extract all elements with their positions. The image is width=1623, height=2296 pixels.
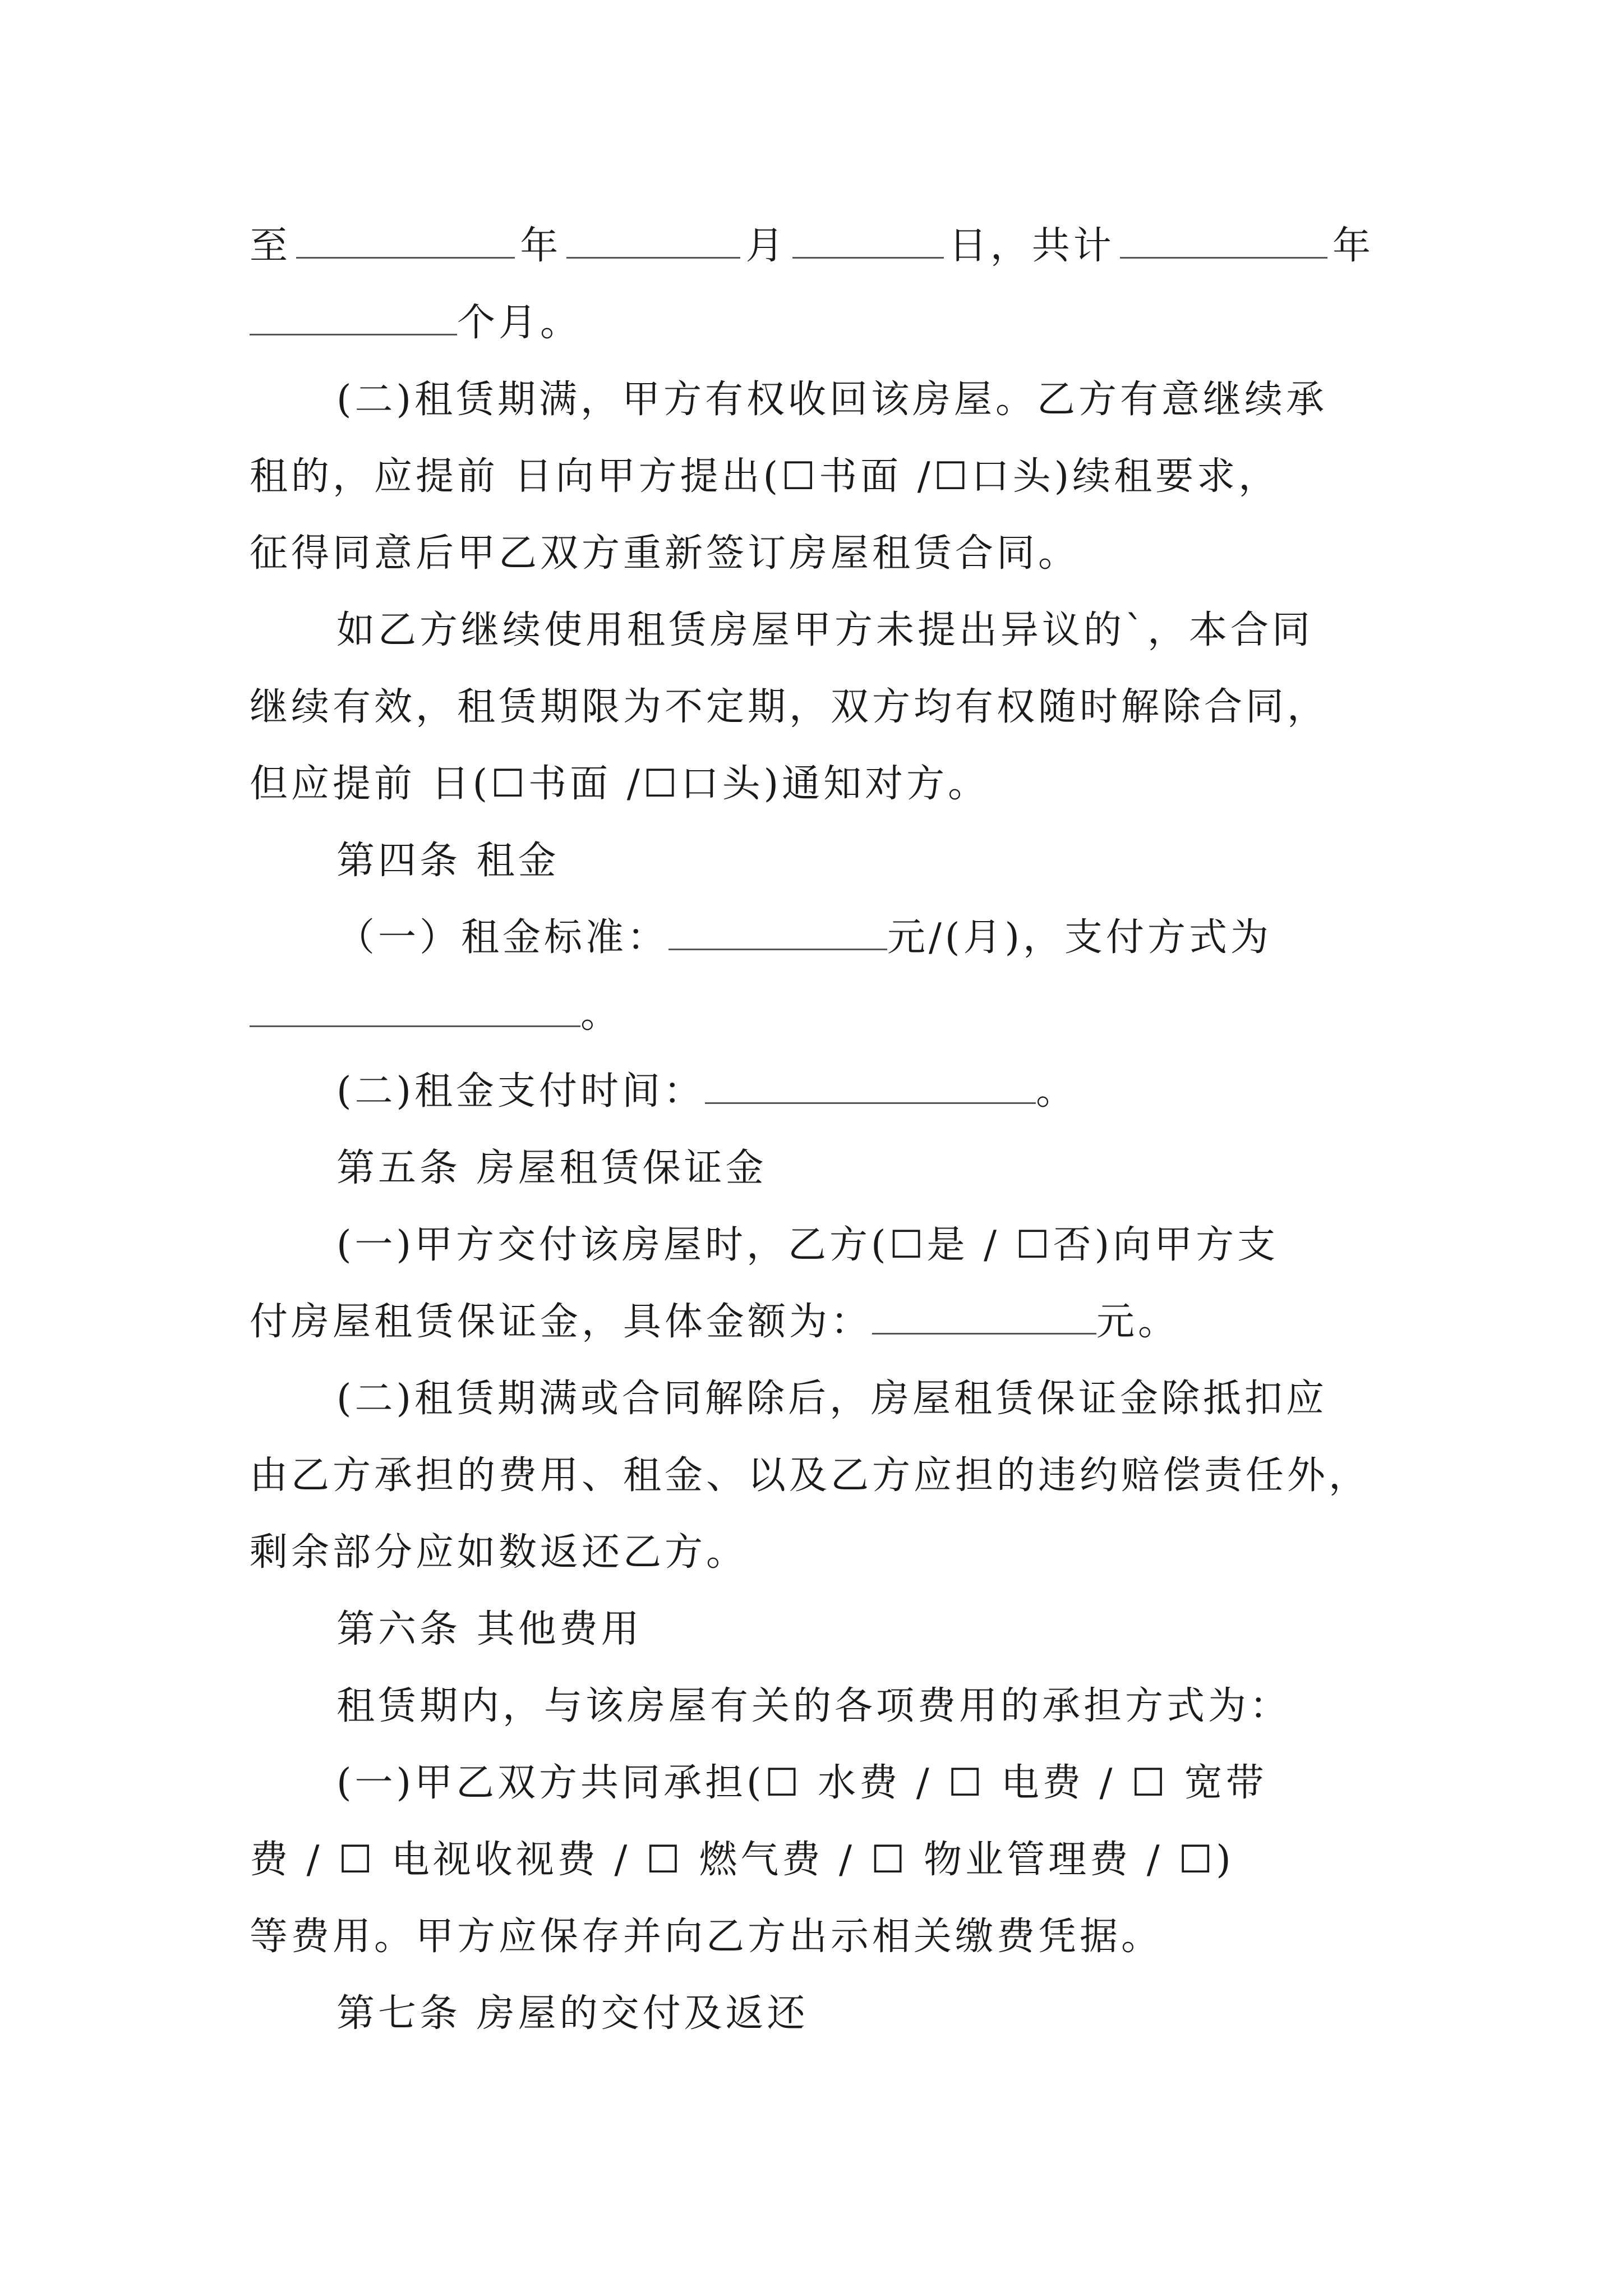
deposit-amount-blank[interactable] — [872, 1300, 1096, 1335]
total-months-blank[interactable] — [250, 301, 457, 335]
term-months-line — [250, 291, 1374, 368]
text-to: 至 — [250, 224, 292, 268]
paragraph-line: 租赁期内，与该房屋有关的各项费用的承担方式为： — [336, 1684, 1292, 1728]
paragraph-line: (二)租赁期满或合同解除后，房屋租赁保证金除抵扣应 — [336, 1377, 1328, 1421]
text-year: 年 — [520, 224, 562, 268]
article-heading: 第六条 其他费用 — [336, 1607, 643, 1651]
paragraph-line: 剩余部分应如数返还乙方。 — [250, 1530, 748, 1575]
text-year-2: 年 — [1332, 224, 1374, 268]
paragraph-line: 等费用。甲方应保存并向乙方出示相关缴费凭据。 — [250, 1915, 1163, 1959]
deposit-amount-line — [250, 1290, 1374, 1367]
paragraph-line: 继续有效，租赁期限为不定期，双方均有权随时解除合同， — [250, 685, 1329, 729]
paragraph-line: (一)甲方交付该房屋时，乙方(☐是 / ☐否)向甲方支 — [336, 1223, 1279, 1267]
text-month: 月 — [745, 224, 787, 268]
rent-standard-line — [250, 906, 1374, 983]
text-deposit: 付房屋租赁保证金，具体金额为： — [250, 1300, 873, 1344]
payment-time-blank[interactable] — [705, 1070, 1036, 1104]
article-heading: 第五条 房屋租赁保证金 — [336, 1146, 767, 1190]
text-rent-standard: （一）租金标准： — [336, 915, 669, 960]
rent-amount-blank[interactable] — [668, 916, 887, 950]
paragraph-line: (二)租赁期满，甲方有权收回该房屋。乙方有意继续承 — [336, 378, 1328, 422]
paragraph-line: 费 / ☐ 电视收视费 / ☐ 燃气费 / ☐ 物业管理费 / ☐) — [250, 1838, 1234, 1882]
text-rent-unit: 元/(月)，支付方式为 — [887, 915, 1272, 960]
contract-text — [250, 214, 1374, 2059]
article-heading: 第七条 房屋的交付及返还 — [336, 1991, 809, 2036]
text-period-2: 。 — [1036, 1069, 1078, 1114]
term-end-date-line — [250, 214, 1374, 291]
end-day-blank[interactable] — [792, 224, 944, 259]
text-day-total: 日，共计 — [948, 224, 1115, 268]
payment-method-line — [250, 983, 1374, 1060]
paragraph-line: 征得同意后甲乙双方重新签订房屋租赁合同。 — [250, 531, 1080, 576]
end-month-blank[interactable] — [566, 224, 740, 259]
paragraph-line: 但应提前 日(☐书面 /☐口头)通知对方。 — [250, 762, 990, 806]
payment-method-blank[interactable] — [250, 993, 580, 1027]
text-months: 个月。 — [457, 301, 582, 345]
paragraph-line: 如乙方继续使用租赁房屋甲方未提出异议的`，本合同 — [336, 608, 1314, 652]
article-heading: 第四条 租金 — [336, 839, 560, 883]
text-yuan: 元。 — [1096, 1300, 1180, 1344]
paragraph-line: 由乙方承担的费用、租金、以及乙方应担的违约赔偿责任外， — [250, 1453, 1371, 1498]
end-year-blank[interactable] — [296, 224, 515, 259]
text-period: 。 — [580, 992, 623, 1037]
payment-time-line — [250, 1060, 1374, 1137]
paragraph-line: (一)甲乙双方共同承担(☐ 水费 / ☐ 电费 / ☐ 宽带 — [336, 1761, 1267, 1805]
paragraph-line: 租的，应提前 日向甲方提出(☐书面 /☐口头)续租要求， — [250, 454, 1280, 499]
text-payment-time: (二)租金支付时间： — [336, 1069, 706, 1114]
total-years-blank[interactable] — [1120, 224, 1327, 259]
